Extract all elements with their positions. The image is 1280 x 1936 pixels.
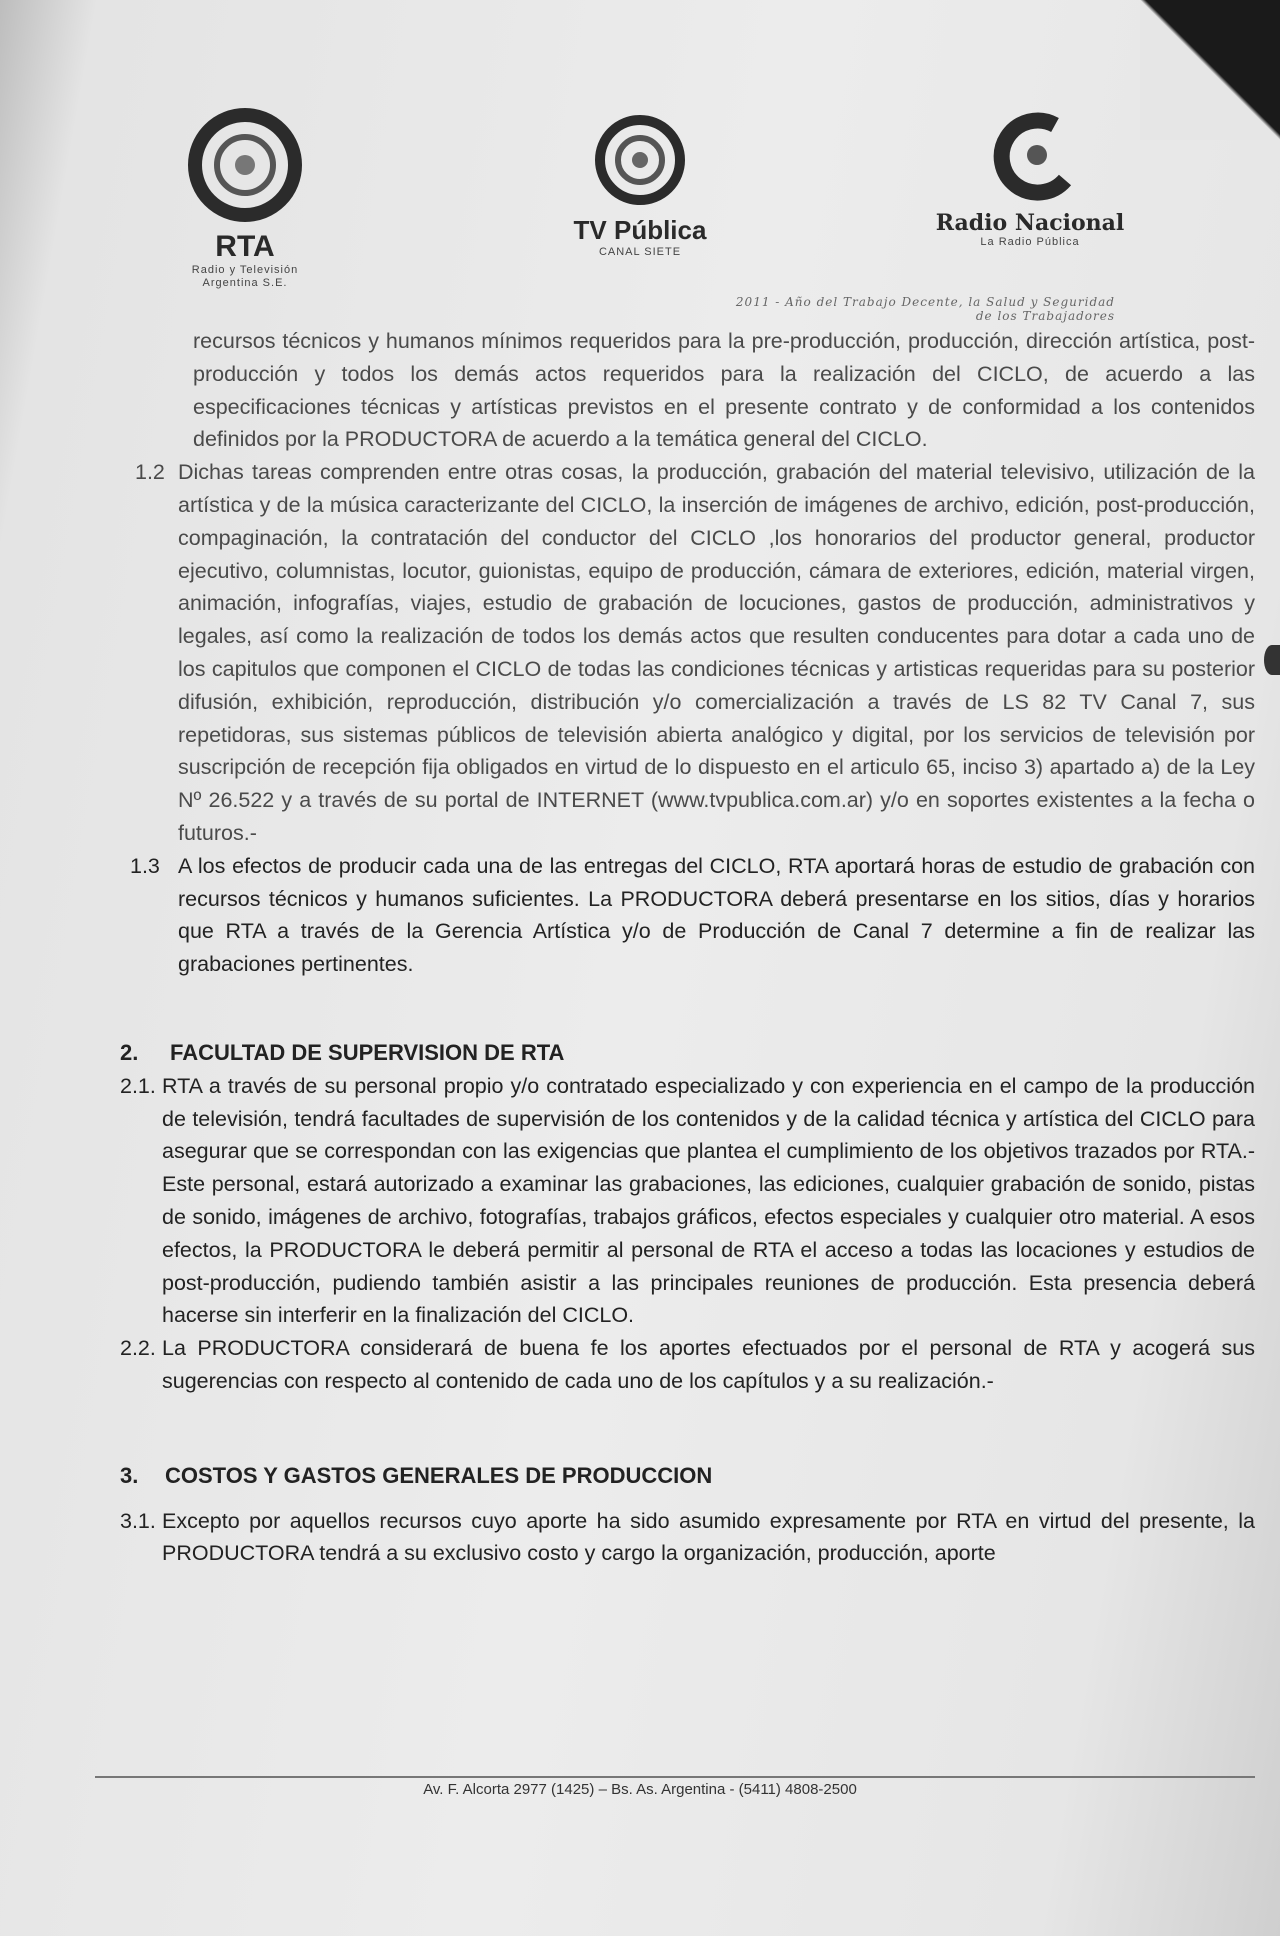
clause-number: 1.2 [135, 460, 165, 485]
rta-logo-sub1: Radio y Televisión [191, 264, 299, 276]
clause-2-2 [120, 1332, 1255, 1398]
section-title: COSTOS Y GASTOS GENERALES DE PRODUCCION [165, 1462, 713, 1488]
footer-divider [95, 1776, 1255, 1778]
section-title: FACULTAD DE SUPERVISION DE RTA [170, 1039, 565, 1065]
clause-number: 1.3 [130, 853, 160, 878]
tv-publica-sub: CANAL SIETE [598, 246, 682, 258]
tv-publica-emblem-icon [590, 110, 690, 210]
clause-1-3 [120, 850, 1255, 981]
section-heading-3 [120, 1460, 1255, 1493]
clause-text: Excepto por aquellos recursos cuyo aporte ha sido asumido expresamente por RTA en virtud del presente, la PRODUCTORA tendrá a su exclusivo costo y cargo la organización, producción, aporte [162, 1508, 1255, 1566]
rta-logo-sub2: Argentina S.E. [202, 277, 288, 289]
section-number: 2. [120, 1039, 139, 1065]
radio-nacional-emblem-icon [985, 105, 1075, 205]
clause-number: 2.1. [120, 1073, 156, 1098]
clause-3-1 [120, 1505, 1255, 1571]
clause-2-1 [120, 1070, 1255, 1332]
punch-hole [1264, 645, 1280, 675]
paragraph-continuation: recursos técnicos y humanos mínimos requeridos para la pre-producción, producción, dirección artística, post-producción y todos los demás actos requeridos para la realización del CICLO, de acuerdo a las especificaciones técnicas y artísticas previstos en el presente contrato y de conformidad a los contenidos definidos por la PRODUCTORA de acuerdo a la temática general del CICLO. [193, 329, 1255, 452]
radio-nacional-sub: La Radio Pública [980, 236, 1080, 248]
rta-logo [160, 105, 330, 290]
clause-number: 2.2. [120, 1336, 156, 1361]
radio-nacional-title: Radio Nacional [935, 210, 1125, 236]
clause-1-2 [120, 456, 1255, 850]
clause-text: La PRODUCTORA considerará de buena fe los aportes efectuados por el personal de RTA y acogerá sus sugerencias con respecto al contenido de cada uno de los capítulos y a su realización.- [162, 1336, 1255, 1393]
clause-text: A los efectos de producir cada una de las entregas del CICLO, RTA aportará horas de estudio de grabación con recursos técnicos y humanos suficientes. La PRODUCTORA deberá presentarse en los sitios, días y horarios que RTA a través de la Gerencia Artística y/o de Producción de Canal 7 determine a fin de realizar las grabaciones pertinentes. [178, 853, 1255, 977]
page-corner-fold [1140, 0, 1280, 140]
clause-text: RTA a través de su personal propio y/o contratado especializado y con experiencia en el campo de la producción de televisión, tendrá facultades de supervisión de los contenidos y de la calidad técnica y artística del CICLO para asegurar que se correspondan con las exigencias que plantea el cumplimiento de los objetivos trazados por RTA.- Este personal, estará autorizado a examinar las grabaciones, las ediciones, cualquier grabación de sonido, pistas de sonido, imágenes de archivo, fotografías, trabajos gráficos, efectos especiales y cualquier otro material. A esos efectos, la PRODUCTORA le deberá permitir al personal de RTA el acceso a todas las locaciones y estudios de post-producción, pudiendo también asistir a las principales reuniones de producción. Esta presencia deberá hacerse sin interferir en la finalización del CICLO. [162, 1073, 1255, 1328]
rta-logo-title: RTA [215, 230, 275, 263]
clause-text: Dichas tareas comprenden entre otras cosas, la producción, grabación del material televisivo, utilización de la artística y de la música caracterizante del CICLO, la inserción de imágenes de archivo, edición, post-producción, compaginación, la contratación del conductor del CICLO ,los honorarios del productor general, productor ejecutivo, columnistas, locutor, guionistas, equipo de producción, cámara de exteriores, edición, material virgen, animación, infografías, viajes, estudio de grabación de locuciones, gastos de producción, administrativos y legales, así como la realización de todos los demás actos que resulten conducentes para dotar a cada uno de los capitulos que componen el CICLO de todas las condiciones técnicas y artisticas requeridas para su posterior difusión, exhibición, reproducción, distribución y/o comercialización a través de LS 82 TV Canal 7, sus repetidoras, sus sistemas públicos de televisión abierta analógico y digital, por los servicios de televisión por suscripción de recepción fija obligados en virtud de lo dispuesto en el articulo 65, inciso 3) apartado a) de la Ley Nº 26.522 y a través de su portal de INTERNET (www.tvpublica.com.ar) y/o en soportes existentes a la fecha o futuros.- [178, 460, 1255, 845]
clause-number: 3.1. [120, 1508, 156, 1533]
footer-address: Av. F. Alcorta 2977 (1425) – Bs. As. Argentina - (5411) 4808-2500 [423, 1781, 857, 1798]
radio-nacional-logo [930, 105, 1130, 249]
tv-publica-logo [560, 110, 720, 259]
document-body [120, 325, 1255, 1570]
header-motto: 2011 - Año del Trabajo Decente, la Salud y Seguridad de los Trabajadores [735, 295, 1115, 323]
tv-publica-title: TV Pública [573, 215, 707, 245]
rta-emblem-icon [180, 105, 310, 225]
section-heading-2 [120, 1037, 1255, 1070]
section-number: 3. [120, 1462, 139, 1488]
